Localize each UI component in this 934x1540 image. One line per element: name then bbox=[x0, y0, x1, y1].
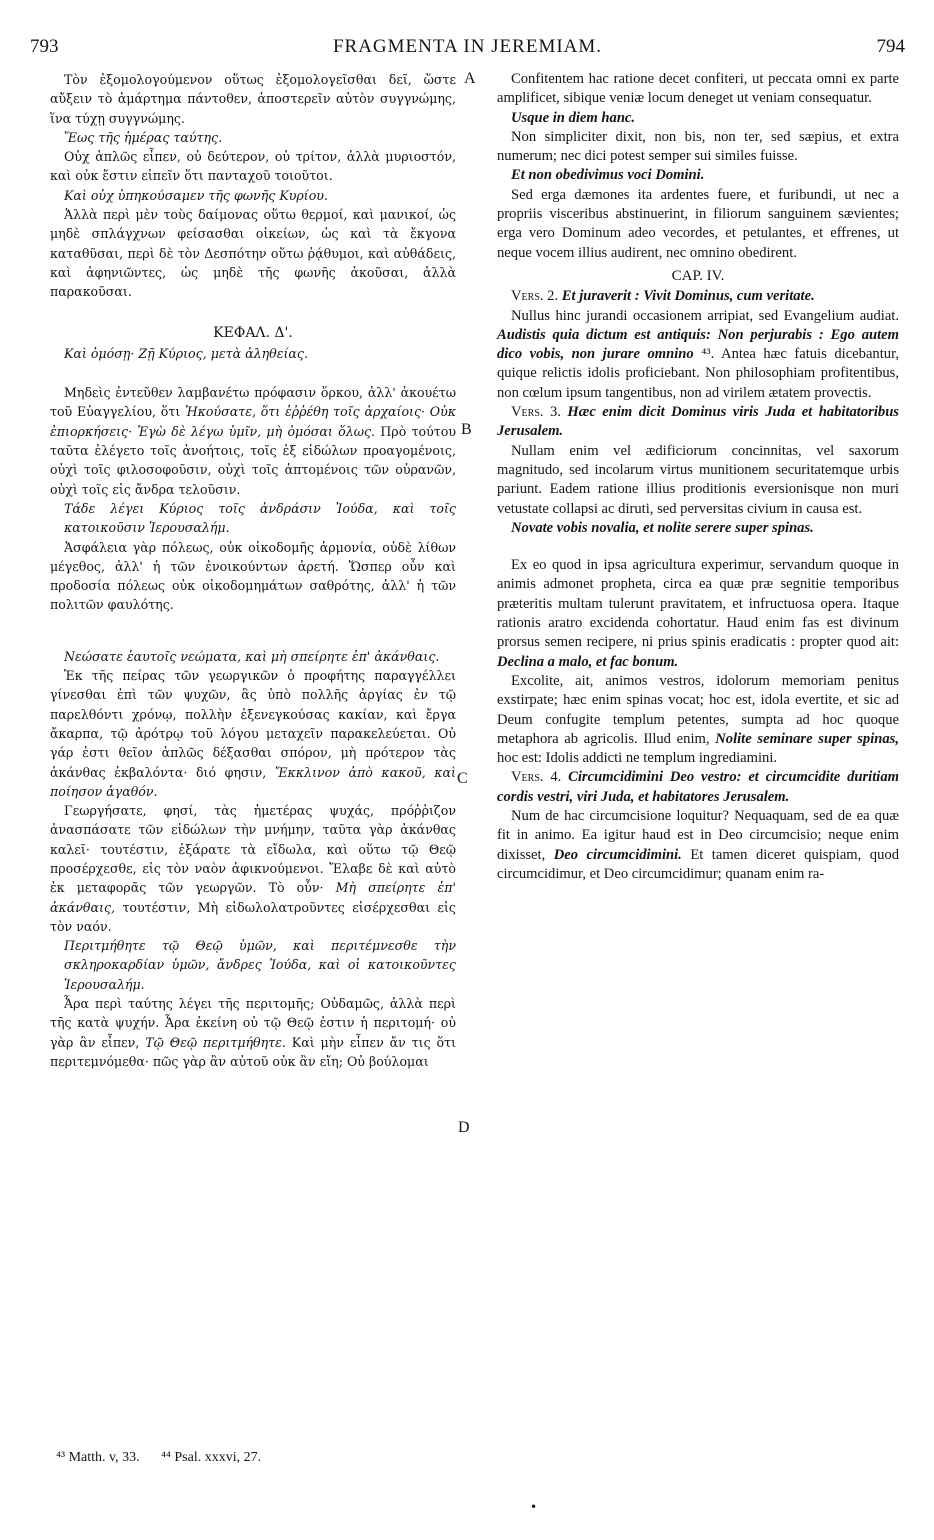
latin-paragraph bbox=[497, 556, 899, 672]
latin-paragraph: Confitentem hac ratione decet confiteri, ut peccata omni ex parte amplificet, sibique veniæ locum deneget ut veniam consequatur. bbox=[497, 71, 899, 107]
greek-text: Καὶ μὴν εἶπεν ἄν τις ὅτι περιτεμνόμεθα· πῶς γὰρ ἂν αὐτοῦ οὐκ ἂν εἴη; Οὐ βούλομαι bbox=[50, 1034, 457, 1069]
verse-text: Circumcidimini Deo vestro: et circumcidite duritiam cordis vestri, viri Juda, et habitatores Jerusalem. bbox=[497, 769, 899, 805]
latin-text: Et tamen diceret quispiam, quod circumcidimur, et Deo circumcidimur; quanam enim ra- bbox=[497, 846, 899, 882]
latin-text: Nullus hinc jurandi occasionem arripiat, sed Evangelium audiat. bbox=[511, 307, 899, 324]
latin-verse bbox=[497, 403, 899, 442]
greek-quote: Ἔκκλινον ἀπὸ κακοῦ, καὶ ποίησον ἀγαθόν. bbox=[50, 764, 456, 799]
footnotes bbox=[56, 1450, 476, 1466]
latin-lemma: Et non obedivimus voci Domini. bbox=[511, 167, 705, 184]
latin-text: Antea hæc fatuis dicebantur, quique relictis idolis proficiebant. Non philosophiam profitentibus, non cœlum ipsum tangentibus, non ad virilem ætatem provectis. bbox=[497, 346, 899, 401]
verse-label: Vers. 2. bbox=[511, 288, 559, 305]
footnote: ⁴³ Matth. v, 33. bbox=[56, 1450, 140, 1465]
ornament-mark: • bbox=[530, 1500, 538, 1514]
margin-marker-d: D bbox=[458, 1119, 470, 1136]
greek-text: Πρὸ τούτου ταῦτα ἐλέγετο τοῖς ἀνοήτοις, τοῖς ἐξ εἰδώλων προαγομένοις, οὐχὶ τοῖς φιλοσοφοῦσιν, οὐχὶ τοῖς ἁπτομένοις τῶν οὐρανῶν, οὐχὶ τοῖς εἰς ἄνδρα τελοῦσιν. bbox=[50, 423, 456, 497]
margin-marker-c: C bbox=[457, 770, 468, 787]
greek-paragraph: Οὐχ ἁπλῶς εἶπεν, οὐ δεύτερον, οὐ τρίτον, ἀλλὰ μυριοστόν, καὶ οὐκ ἔστιν εἰπεῖν ὅτι πανταχοῦ τοιοῦτοι. bbox=[50, 149, 456, 184]
footnote: ⁴⁴ Psal. xxxvi, 27. bbox=[161, 1450, 262, 1465]
latin-verse bbox=[497, 287, 899, 306]
greek-text: Ἆρα περὶ ταύτης λέγει τῆς περιτομῆς; Οὐδαμῶς, ἀλλὰ περὶ τῆς κατὰ ψυχήν. Ἆρα ἐκείνη οὐ τῷ Θεῷ ἐστιν ἡ περιτομή· οὐ γὰρ ἂν εἶπεν, bbox=[50, 996, 456, 1050]
margin-marker-a: A bbox=[464, 70, 476, 87]
running-header bbox=[30, 36, 905, 58]
greek-paragraph bbox=[50, 994, 456, 1071]
latin-paragraph bbox=[497, 307, 899, 403]
greek-paragraph: Ἀσφάλεια γὰρ πόλεως, οὐκ οἰκοδομῆς ἁρμονία, οὐδὲ λίθων μέγεθος, ἀλλ' ἡ τῶν ἐνοικούντων ἀρετή. Ὥσπερ οὖν καὶ προδοσία πόλεως οὐκ οἰκοδομημάτων σαθρότης, ἀλλ' ἡ τῶν πολιτῶν φαυλότης. bbox=[50, 539, 456, 613]
greek-quote: Τῷ Θεῷ περιτμήθητε. bbox=[145, 1034, 286, 1050]
greek-paragraph bbox=[50, 383, 456, 499]
greek-quote: Μὴ σπείρητε ἐπ' ἀκάνθαις, bbox=[50, 880, 456, 915]
greek-paragraph: Τὸν ἐξομολογούμενον οὕτως ἐξομολογεῖσθαι δεῖ, ὥστε αὔξειν τὸ ἁμάρτημα πάντοθεν, ἀποστερεῖν αὐτὸν συγγνώμης, ἵνα τύχῃ συγγνώμης. bbox=[50, 72, 456, 126]
latin-text: hoc est: Idolis addicti ne templum ingrediamini. bbox=[497, 750, 778, 767]
footnote-ref: ⁴³. bbox=[693, 346, 715, 363]
latin-quote: Declina a malo, et fac bonum. bbox=[497, 653, 679, 670]
greek-text: Ἐκ τῆς πείρας τῶν γεωργικῶν ὁ προφήτης παραγγέλλει γίνεσθαι ἐπὶ τῶν ψυχῶν, ἃς ὑπὸ πολλῆς ἀργίας ἐν τῷ παρελθόντι χρόνῳ, πολλὴν ἐξενεγκούσας κακίαν, καὶ ἔργα ἄκαρπα, τῷ ἀρότρῳ τοῦ λόγου μεταχεῖν παρακελεύεται. Οὐ γάρ ἐστι θεῖον ἁπλῶς δέξασθαι σπόρον, μὴ πρότερον τὰς ἀκάνθας ἐκβαλόντα· διό φησιν, bbox=[50, 668, 456, 780]
latin-quote: Audistis quia dictum est antiquis: Non perjurabis : Ego autem dico vobis, non jurare omnino bbox=[497, 326, 899, 363]
latin-text: Num de hac circumcisione loquitur? Nequaquam, sed de ea quæ fit in animo. Ea igitur haud est in Deo circumcisio; neque enim dixisset, bbox=[497, 807, 899, 863]
verse-label: Vers. 3. bbox=[511, 404, 561, 421]
latin-paragraph: Nullam enim vel ædificiorum concinnitas, vel saxorum magnitudo, sed incolarum virtus munitionem securitatemque urbis pariunt. Eadem ratione illius proditionis eversionisque non muri vetustate collapsi ac diruti, sed perversitas civium in causa est. bbox=[497, 442, 899, 517]
page-number-right: 794 bbox=[876, 36, 905, 57]
running-title: FRAGMENTA IN JEREMIAM. bbox=[332, 36, 603, 57]
latin-chapter-heading: CAP. IV. bbox=[671, 267, 725, 284]
greek-chapter-heading: ΚΕΦΑΛ. Δ'. bbox=[213, 324, 293, 341]
greek-text: Μηδεὶς ἐντεῦθεν λαμβανέτω πρόφασιν ὅρκου, ἀλλ' ἀκουέτω τοῦ Εὐαγγελίου, ὅτι bbox=[50, 385, 456, 420]
greek-lemma: Τάδε λέγει Κύριος τοῖς ἀνδράσιν Ἰούδα, καὶ τοῖς κατοικοῦσιν Ἱερουσαλήμ. bbox=[64, 500, 456, 536]
latin-paragraph: Sed erga dæmones ita ardentes fuere, et furibundi, ut nec a propriis visceribus abstinuerint, in filiorum sanguinem sævientes; erga vero Dominum adeo vecordes, et petulantes, et effrenes, ut neque vocem illius audirent, nec omnino obedirent. bbox=[497, 186, 899, 261]
greek-column bbox=[50, 70, 456, 1071]
page-number-left: 793 bbox=[30, 36, 59, 57]
latin-paragraph bbox=[497, 807, 899, 884]
latin-quote: Nolite seminare super spinas, bbox=[715, 730, 900, 747]
latin-text: Excolite, ait, animos vestros, idolorum memoriam penitus exstirpate; hæc enim spinas vocat; hoc est, idola evertite, et sic ad Deum confugite templum petentes, sumpta ad hoc quoque metaphora ab agricolis. Illud enim, bbox=[497, 672, 899, 747]
greek-lemma: Ἕως τῆς ἡμέρας ταύτης. bbox=[64, 129, 223, 145]
latin-text: Ex eo quod in ipsa agricultura experimur, servandum quoque in animis admonet propheta, circa ea quæ præ segnitie temporibus præteritis multam tulerunt pravitatem, et infructuosa opera. Itaque rationis aratro excidenda cohortatur. Haud enim fas est divinum prorsus semen recipere, ni prius spinis eradicatis : propter quod ait: bbox=[497, 557, 899, 651]
verse-label: Vers. 4. bbox=[511, 769, 562, 786]
greek-text: τουτέστιν, Μὴ εἰδωλολατροῦντες εἰσέρχεσθαι εἰς τὸν ναόν. bbox=[50, 899, 456, 934]
greek-paragraph bbox=[50, 801, 456, 936]
latin-lemma: Usque in diem hanc. bbox=[511, 109, 636, 126]
greek-text: Γεωργήσατε, φησί, τὰς ἡμετέρας ψυχάς, πρόῤῥιζον ἀνασπάσατε τῶν εἰδώλων τὴν μνήμην, ταῦτα γὰρ ἀκάνθας καλεῖ· τουτέστιν, ἐξάρατε τὰ εἴδωλα, καὶ οὕτω τῷ Θεῷ προσέρχεσθε, εἰς τὸν ναὸν ἀφικνούμενοι. Ἔλαβε δὲ καὶ αὐτὸ ἐκ μεταφορᾶς τῶν γεωργῶν. Τὸ οὖν· bbox=[50, 803, 456, 896]
margin-marker-b: B bbox=[461, 421, 472, 438]
latin-lemma: Novate vobis novalia, et nolite serere super spinas. bbox=[511, 519, 814, 536]
greek-lemma: Περιτμήθητε τῷ Θεῷ ὑμῶν, καὶ περιτέμνεσθε τὴν σκληροκαρδίαν ὑμῶν, ἄνδρες Ἰούδα, καὶ οἱ κατοικοῦντες Ἱερουσαλήμ. bbox=[64, 938, 456, 992]
greek-lemma: Καὶ οὐχ ὑπηκούσαμεν τῆς φωνῆς Κυρίου. bbox=[64, 187, 328, 203]
verse-text: Et juraverit : Vivit Dominus, cum veritate. bbox=[558, 288, 815, 305]
latin-paragraph bbox=[497, 672, 899, 768]
greek-lemma: Καὶ ὀμόσῃ· Ζῇ Κύριος, μετὰ ἀληθείας. bbox=[64, 345, 308, 361]
greek-lemma: Νεώσατε ἑαυτοῖς νεώματα, καὶ μὴ σπείρητε ἐπ' ἀκάνθαις. bbox=[64, 648, 440, 664]
latin-verse bbox=[497, 768, 899, 807]
latin-quote: Deo circumcidimini. bbox=[553, 846, 682, 863]
greek-quote: Ἠκούσατε, ὅτι ἐῤῥέθη τοῖς ἀρχαίοις· Οὐκ ἐπιορκήσεις· Ἐγὼ δὲ λέγω ὑμῖν, μὴ ὀμόσαι ὅλως. bbox=[50, 404, 457, 439]
latin-column bbox=[497, 70, 899, 884]
verse-text: Hæc enim dicit Dominus viris Juda et habitatoribus Jerusalem. bbox=[497, 404, 899, 440]
greek-paragraph bbox=[50, 666, 456, 801]
latin-paragraph: Non simpliciter dixit, non bis, non ter, sed sæpius, et extra numerum; nec dici potest semper sui similes fuisse. bbox=[497, 128, 899, 165]
greek-paragraph: Ἀλλὰ περὶ μὲν τοὺς δαίμονας οὕτω θερμοί, καὶ μανικοί, ὡς μηδὲ σπλάγχνων φείσασθαι οἰκείων, ὡς καὶ τὰ ἔκγονα καταθῦσαι, περὶ δὲ τὸν Δεσπότην οὕτω ῥᾴθυμοι, καὶ αὐθάδεις, καὶ ἀφηνιῶντες, ὡς μηδὲ τῆς φωνῆς ἀκοῦσαι, ἀλλὰ παρακοῦσαι. bbox=[50, 207, 456, 300]
